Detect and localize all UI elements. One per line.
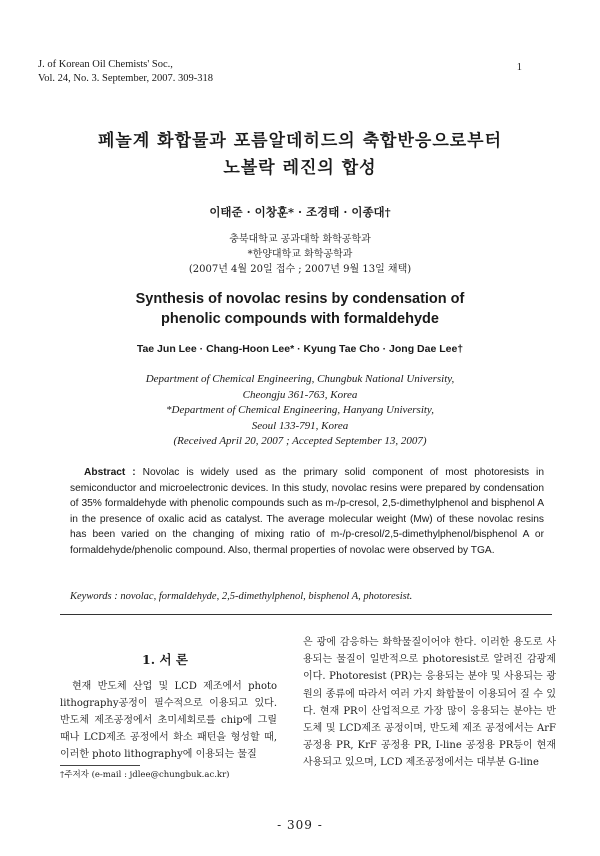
english-title-line1: Synthesis of novolac resins by condensation of	[135, 291, 465, 307]
keywords: Keywords : novolac, formaldehyde, 2,5-dimethylphenol, bisphenol A, photoresist.	[70, 591, 413, 602]
abstract	[70, 465, 544, 559]
korean-authors: 이태준 · 이창훈* · 조경태 · 이종대†	[209, 205, 391, 219]
journal-volume: Vol. 24, No. 3. September, 2007. 309-318	[38, 73, 213, 84]
korean-affiliation-2: *한양대학교 화학공학과	[247, 249, 353, 260]
journal-info	[38, 58, 213, 86]
page-number-bottom: - 309 -	[277, 818, 323, 832]
journal-name: J. of Korean Oil Chemists' Soc.,	[38, 59, 173, 70]
abstract-text: Novolac is widely used as the primary solid component of most photoresists in semiconductor and microelectronic devices. In this study, novolac resins were prepared by condensation of 35% formaldehyde with phenolic compounds such as m-/p-cresol, 2,5-dimethylphenol and bisphenol A in the presence of oxalic acid as catalyst. The average molecular weight (Mw) of these novolac resins has been varied on the changing of mixing ratio of m-/p-cresol/2,5-dimethylphenol/bisphenol A or formaldehyde/phenolic compound. Also, thermal properties of novolac were observed by TGA.	[70, 467, 544, 556]
abstract-label: Abstract :	[84, 467, 136, 478]
footnote: †주저자 (e-mail : jdlee@chungbuk.ac.kr)	[60, 770, 230, 780]
korean-affiliations	[0, 232, 600, 277]
korean-title-line1: 페놀계 화합물과 포름알데히드의 축합반응으로부터	[97, 131, 503, 151]
english-title-line2: phenolic compounds with formaldehyde	[161, 311, 439, 327]
english-affiliations	[0, 372, 600, 450]
korean-affiliation-1: 충북대학교 공과대학 화학공학과	[229, 234, 371, 245]
section-title: 1. 서 론	[142, 652, 188, 667]
korean-title-line2: 노볼락 레진의 합성	[223, 158, 377, 178]
english-authors: Tae Jun Lee · Chang-Hoon Lee* · Kyung Tae Cho · Jong Dae Lee†	[136, 343, 464, 355]
right-column-text: 은 광에 감응하는 화학물질이어야 한다. 이러한 용도로 사용되는 물질이 일반적으로 photoresist로 알려진 감광제이다. Photoresist (PR)는 응용되는 분야 및 사용되는 광원의 종류에 따라서 여러 가지 화합물이 이용되어 질 수 있다. 현재 PR이 산업적으로 가장 많이 응용되는 분야는 반도체 및 LCD제조 공정이며, 반도체 제조 공정에서는 ArF 공정용 PR, KrF 공정용 PR, I-line 공정용 PR등이 현재 사용되고 있으며, LCD 제조공정에서는 대부분 G-line	[303, 637, 556, 769]
english-affiliation-2-city: Seoul 133-791, Korea	[251, 419, 349, 432]
footnote-divider	[60, 765, 140, 766]
english-dates: (Received April 20, 2007 ; Accepted September 13, 2007)	[173, 435, 427, 448]
english-title	[0, 289, 600, 329]
left-column-text: 현재 반도체 산업 및 LCD 제조에서 photo lithography공정이 필수적으로 이용되고 있다. 반도체 제조공정에서 초미세회로를 chip에 그릴 때나 LCD제조 공정에서 화소 패턴을 형성할 때, 이러한 photo lithography에 이용되는 물질	[60, 681, 277, 760]
page-number-top: 1	[516, 62, 522, 73]
section-divider	[60, 614, 552, 615]
english-affiliation-2: *Department of Chemical Engineering, Hanyang University,	[166, 404, 434, 417]
english-affiliation-1: Department of Chemical Engineering, Chungbuk National University,	[145, 373, 455, 385]
english-affiliation-1-city: Cheongju 361-763, Korea	[242, 388, 358, 401]
korean-dates: (2007년 4월 20일 접수 ; 2007년 9월 13일 채택)	[188, 264, 412, 275]
korean-title	[0, 128, 600, 182]
